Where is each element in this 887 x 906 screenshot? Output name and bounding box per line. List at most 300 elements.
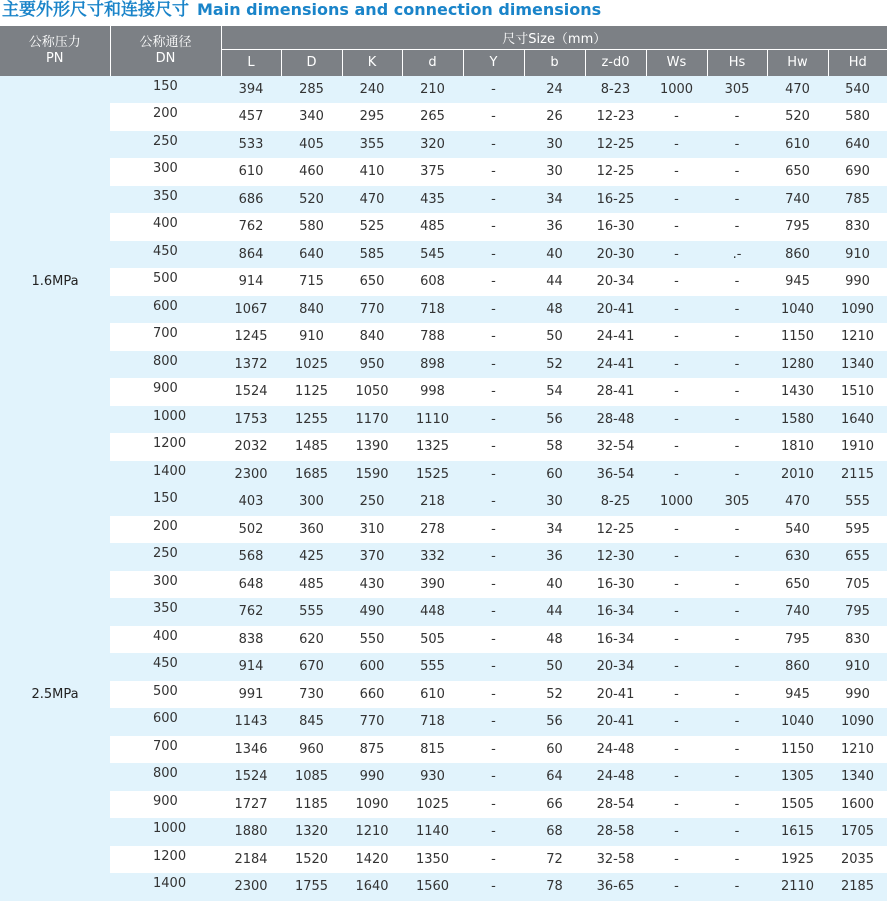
cell-hs: - [707, 653, 767, 681]
cell-y: - [491, 439, 496, 455]
cell-hw: 1150 [780, 329, 815, 345]
cell-y: - [491, 219, 496, 235]
cell-hw: 470 [767, 76, 828, 104]
cell-d: 1025 [281, 351, 342, 379]
cell-d: 1025 [415, 796, 450, 812]
cell-hd: 990 [845, 274, 870, 290]
cell-d: 788 [420, 329, 445, 345]
cell-hs: - [707, 873, 767, 901]
table-row [0, 571, 887, 599]
cell-d: 730 [299, 686, 324, 702]
cell-b: 68 [524, 818, 585, 846]
cell-b: 56 [524, 406, 585, 434]
cell-hd: 690 [845, 164, 870, 180]
table-row [0, 516, 887, 544]
cell-zd0: 12-25 [596, 521, 635, 537]
cell-b: 36 [546, 219, 563, 235]
cell-d: 1485 [294, 439, 329, 455]
cell-d: 425 [281, 543, 342, 571]
table-row [0, 681, 887, 709]
cell-hs: 305 [707, 488, 767, 516]
cell-ws: 1000 [646, 488, 707, 516]
cell-l: 1372 [221, 351, 281, 379]
cell-d: 555 [402, 653, 463, 681]
cell-d: 1350 [415, 851, 450, 867]
dn-cell: 350 [110, 186, 221, 214]
dn-cell: 300 [153, 161, 178, 176]
cell-hd: 1640 [828, 406, 887, 434]
cell-zd0: 20-34 [596, 274, 635, 290]
cell-y: - [463, 461, 524, 489]
cell-b: 30 [524, 488, 585, 516]
cell-k: 1640 [342, 873, 402, 901]
cell-hd: 1210 [840, 741, 875, 757]
cell-hd: 785 [828, 186, 887, 214]
cell-ws: - [646, 186, 707, 214]
dn-cell: 700 [153, 738, 178, 754]
cell-k: 770 [342, 296, 402, 324]
cell-l: 403 [221, 488, 281, 516]
cell-d: 580 [299, 219, 324, 235]
cell-d: 1085 [281, 763, 342, 791]
header-col-d: D [281, 49, 342, 76]
dn-cell: 700 [153, 326, 178, 341]
dn-cell: 800 [110, 763, 221, 791]
cell-y: - [463, 186, 524, 214]
cell-y: - [491, 521, 496, 537]
table-row [0, 543, 887, 571]
header-col-k: K [342, 49, 402, 76]
header-col-zd0: z-d0 [585, 49, 646, 76]
cell-d: 555 [281, 598, 342, 626]
title-en: Main dimensions and connection dimensions [197, 0, 602, 19]
header-col-l: L [221, 49, 281, 76]
cell-d: 1140 [402, 818, 463, 846]
cell-y: - [463, 818, 524, 846]
cell-zd0: 28-48 [585, 406, 646, 434]
cell-hw: 1925 [780, 851, 815, 867]
dn-cell: 1400 [110, 461, 221, 489]
cell-k: 660 [359, 686, 385, 702]
cell-hs: - [734, 576, 740, 592]
cell-d: 218 [402, 488, 463, 516]
cell-b: 58 [546, 439, 563, 455]
cell-hs: - [734, 796, 740, 812]
cell-k: 310 [359, 521, 385, 537]
cell-y: - [491, 686, 496, 702]
cell-b: 78 [524, 873, 585, 901]
header-dn-cn: 公称通径 [139, 34, 192, 50]
header-col-ws: Ws [646, 49, 707, 76]
cell-d: 300 [281, 488, 342, 516]
table-row [0, 846, 887, 874]
cell-hs: - [734, 329, 740, 345]
cell-hw: 795 [785, 631, 810, 647]
cell-l: 991 [238, 686, 264, 702]
title-cn: 主要外形尺寸和连接尺寸 [2, 0, 189, 20]
cell-k: 240 [342, 76, 402, 104]
cell-ws: - [674, 384, 679, 400]
cell-l: 502 [238, 521, 264, 537]
cell-hd: 795 [828, 598, 887, 626]
cell-y: - [463, 76, 524, 104]
cell-k: 950 [342, 351, 402, 379]
cell-hs: - [734, 521, 740, 537]
cell-hd: 910 [828, 653, 887, 681]
cell-b: 34 [524, 186, 585, 214]
cell-zd0: 24-48 [585, 763, 646, 791]
dn-cell: 200 [153, 106, 178, 121]
cell-zd0: 24-48 [596, 741, 635, 757]
cell-zd0: 20-41 [585, 708, 646, 736]
cell-l: 838 [238, 631, 264, 647]
cell-b: 50 [546, 329, 563, 345]
header-pn-en: PN [45, 50, 64, 66]
dn-cell: 800 [110, 351, 221, 379]
cell-ws: - [646, 296, 707, 324]
cell-zd0: 12-30 [585, 543, 646, 571]
cell-l: 1727 [234, 796, 268, 812]
table-row [0, 791, 887, 819]
header-col-b: b [524, 49, 585, 76]
cell-ws: - [674, 219, 679, 235]
cell-hw: 1580 [767, 406, 828, 434]
cell-l: 762 [238, 219, 264, 235]
cell-zd0: 8-25 [585, 488, 646, 516]
cell-b: 30 [524, 131, 585, 159]
cell-zd0: 16-30 [596, 576, 635, 592]
cell-zd0: 20-34 [585, 653, 646, 681]
cell-d: 448 [402, 598, 463, 626]
cell-b: 48 [524, 296, 585, 324]
header-pn-cn: 公称压力 [28, 34, 81, 50]
cell-hd: 2035 [840, 851, 875, 867]
cell-k: 410 [359, 164, 385, 180]
cell-y: - [463, 598, 524, 626]
cell-k: 525 [359, 219, 385, 235]
cell-l: 533 [221, 131, 281, 159]
cell-l: 2300 [221, 873, 281, 901]
cell-d: 485 [299, 576, 324, 592]
cell-hw: 2010 [767, 461, 828, 489]
cell-hd: 555 [828, 488, 887, 516]
cell-hs: - [734, 274, 740, 290]
table-row [0, 406, 887, 434]
cell-d: 390 [420, 576, 445, 592]
cell-zd0: 20-41 [596, 686, 635, 702]
dn-cell: 400 [153, 216, 178, 231]
table-row [0, 131, 887, 159]
cell-ws: - [646, 131, 707, 159]
cell-k: 430 [359, 576, 385, 592]
cell-ws: - [646, 461, 707, 489]
cell-ws: - [674, 851, 679, 867]
cell-y: - [491, 576, 496, 592]
cell-k: 355 [342, 131, 402, 159]
table-row [0, 296, 887, 324]
cell-hs: - [707, 406, 767, 434]
cell-hs: 305 [707, 76, 767, 104]
cell-hd: 830 [845, 219, 870, 235]
cell-hs: - [707, 296, 767, 324]
cell-d: 320 [402, 131, 463, 159]
dn-cell: 600 [110, 708, 221, 736]
header-col-hd: Hd [828, 49, 887, 76]
cell-d: 265 [420, 109, 445, 125]
cell-zd0: 16-34 [585, 598, 646, 626]
table-row [0, 158, 887, 186]
cell-ws: - [646, 598, 707, 626]
cell-l: 1346 [234, 741, 268, 757]
dn-cell: 1200 [153, 436, 187, 451]
cell-zd0: 16-25 [585, 186, 646, 214]
cell-k: 1390 [355, 439, 389, 455]
table-row [0, 268, 887, 296]
header-col-d: d [402, 49, 463, 76]
cell-k: 770 [342, 708, 402, 736]
cell-hd: 1090 [828, 708, 887, 736]
cell-y: - [491, 851, 496, 867]
cell-hw: 610 [767, 131, 828, 159]
cell-hw: 1615 [767, 818, 828, 846]
cell-y: - [491, 796, 496, 812]
cell-zd0: 28-41 [596, 384, 635, 400]
dn-cell: 900 [153, 793, 178, 809]
cell-ws: - [646, 818, 707, 846]
cell-d: 332 [402, 543, 463, 571]
dn-cell: 250 [110, 131, 221, 159]
cell-d: 375 [420, 164, 445, 180]
cell-hs: - [707, 131, 767, 159]
cell-d: 608 [420, 274, 445, 290]
cell-zd0: 32-58 [596, 851, 635, 867]
dn-cell: 900 [153, 381, 178, 396]
table-row [0, 351, 887, 379]
cell-hs: - [707, 818, 767, 846]
cell-ws: - [646, 763, 707, 791]
cell-b: 60 [546, 741, 563, 757]
dn-cell: 1400 [110, 873, 221, 901]
cell-hd: 1090 [828, 296, 887, 324]
cell-ws: - [674, 576, 679, 592]
table-row [0, 213, 887, 241]
cell-k: 585 [342, 241, 402, 269]
table-row [0, 323, 887, 351]
cell-d: 898 [402, 351, 463, 379]
cell-zd0: 8-23 [585, 76, 646, 104]
cell-hw: 470 [767, 488, 828, 516]
cell-l: 1245 [234, 329, 268, 345]
table-row [0, 736, 887, 764]
cell-l: 1067 [221, 296, 281, 324]
cell-hs: - [707, 598, 767, 626]
cell-hs: - [707, 708, 767, 736]
cell-d: 340 [299, 109, 324, 125]
dn-cell: 400 [153, 628, 178, 644]
cell-hs: - [734, 384, 740, 400]
cell-hw: 860 [767, 241, 828, 269]
cell-ws: - [674, 796, 679, 812]
cell-l: 1524 [234, 384, 268, 400]
cell-zd0: 28-54 [596, 796, 635, 812]
cell-y: - [463, 708, 524, 736]
cell-b: 66 [546, 796, 563, 812]
cell-l: 1753 [221, 406, 281, 434]
page-title [0, 0, 887, 26]
cell-b: 56 [524, 708, 585, 736]
cell-ws: - [674, 439, 679, 455]
cell-d: 1325 [415, 439, 450, 455]
cell-k: 490 [342, 598, 402, 626]
cell-d: 1560 [402, 873, 463, 901]
cell-y: - [491, 329, 496, 345]
cell-y: - [491, 741, 496, 757]
cell-b: 60 [524, 461, 585, 489]
cell-hd: 640 [828, 131, 887, 159]
cell-d: 670 [281, 653, 342, 681]
cell-d: 1185 [294, 796, 329, 812]
cell-hs: - [707, 543, 767, 571]
cell-hw: 1040 [767, 296, 828, 324]
cell-zd0: 32-54 [596, 439, 635, 455]
cell-hs: - [734, 851, 740, 867]
cell-ws: - [646, 351, 707, 379]
cell-hd: 655 [828, 543, 887, 571]
cell-y: - [463, 543, 524, 571]
cell-d: 1520 [294, 851, 329, 867]
cell-y: - [463, 131, 524, 159]
cell-b: 44 [524, 598, 585, 626]
cell-b: 26 [546, 109, 563, 125]
cell-y: - [463, 873, 524, 901]
cell-y: - [491, 631, 496, 647]
cell-d: 278 [420, 521, 445, 537]
cell-hd: 1510 [840, 384, 875, 400]
table-row [0, 626, 887, 654]
cell-zd0: 16-34 [596, 631, 635, 647]
cell-d: 1255 [281, 406, 342, 434]
cell-d: 845 [281, 708, 342, 736]
cell-d: 360 [299, 521, 324, 537]
header-col-hw: Hw [767, 49, 828, 76]
cell-hs: - [734, 109, 740, 125]
header-pn [0, 26, 110, 76]
cell-zd0: 20-30 [585, 241, 646, 269]
cell-d: 485 [420, 219, 445, 235]
header-col-hs: Hs [707, 49, 767, 76]
cell-b: 52 [524, 351, 585, 379]
dn-cell: 300 [153, 573, 178, 589]
cell-zd0: 20-41 [585, 296, 646, 324]
cell-l: 568 [221, 543, 281, 571]
pn-cell: 2.5MPa [0, 488, 110, 901]
cell-b: 40 [546, 576, 563, 592]
cell-hd: 1340 [828, 763, 887, 791]
cell-hs: - [734, 439, 740, 455]
cell-d: 718 [402, 708, 463, 736]
cell-k: 250 [342, 488, 402, 516]
cell-ws: - [646, 406, 707, 434]
cell-zd0: 16-30 [596, 219, 635, 235]
cell-b: 64 [524, 763, 585, 791]
cell-hs: - [734, 164, 740, 180]
cell-b: 52 [546, 686, 563, 702]
table-row [0, 873, 887, 901]
cell-zd0: 36-65 [585, 873, 646, 901]
dn-cell: 200 [153, 518, 178, 534]
table-row [0, 186, 887, 214]
cell-zd0: 24-41 [596, 329, 635, 345]
dn-cell: 1200 [153, 848, 187, 864]
cell-k: 600 [342, 653, 402, 681]
table-row [0, 763, 887, 791]
cell-ws: - [674, 274, 679, 290]
cell-zd0: 36-54 [585, 461, 646, 489]
table-row [0, 103, 887, 131]
cell-d: 840 [281, 296, 342, 324]
cell-zd0: 12-25 [596, 164, 635, 180]
cell-l: 686 [221, 186, 281, 214]
cell-b: 54 [546, 384, 563, 400]
cell-hs: - [707, 351, 767, 379]
cell-d: 1685 [281, 461, 342, 489]
cell-l: 2300 [221, 461, 281, 489]
cell-hw: 520 [785, 109, 810, 125]
dn-cell: 350 [110, 598, 221, 626]
table-row [0, 818, 887, 846]
cell-ws: - [646, 543, 707, 571]
cell-hw: 540 [785, 521, 810, 537]
cell-b: 30 [546, 164, 563, 180]
header-dn [110, 26, 221, 76]
cell-hw: 1280 [767, 351, 828, 379]
cell-d: 640 [281, 241, 342, 269]
table-row [0, 653, 887, 681]
table-row [0, 433, 887, 461]
cell-hw: 740 [767, 598, 828, 626]
cell-hd: 2115 [828, 461, 887, 489]
cell-ws: - [674, 686, 679, 702]
cell-ws: - [674, 109, 679, 125]
table-row [0, 598, 887, 626]
cell-y: - [463, 406, 524, 434]
cell-ws: - [646, 708, 707, 736]
cell-b: 36 [524, 543, 585, 571]
cell-hw: 630 [767, 543, 828, 571]
cell-y: - [491, 164, 496, 180]
cell-hd: 1210 [840, 329, 875, 345]
cell-zd0: 12-25 [585, 131, 646, 159]
cell-l: 914 [221, 653, 281, 681]
cell-b: 24 [524, 76, 585, 104]
cell-ws: - [646, 241, 707, 269]
cell-hw: 2110 [767, 873, 828, 901]
cell-hs: - [734, 219, 740, 235]
cell-ws: 1000 [646, 76, 707, 104]
cell-d: 405 [281, 131, 342, 159]
cell-k: 1090 [355, 796, 389, 812]
cell-y: - [491, 384, 496, 400]
cell-ws: - [646, 873, 707, 901]
cell-hd: 705 [845, 576, 870, 592]
table-row [0, 461, 887, 489]
dn-cell: 500 [153, 683, 178, 699]
cell-ws: - [674, 741, 679, 757]
cell-l: 914 [238, 274, 264, 290]
cell-hd: 580 [845, 109, 870, 125]
cell-hs: .- [707, 241, 767, 269]
dn-cell: 1000 [110, 818, 221, 846]
